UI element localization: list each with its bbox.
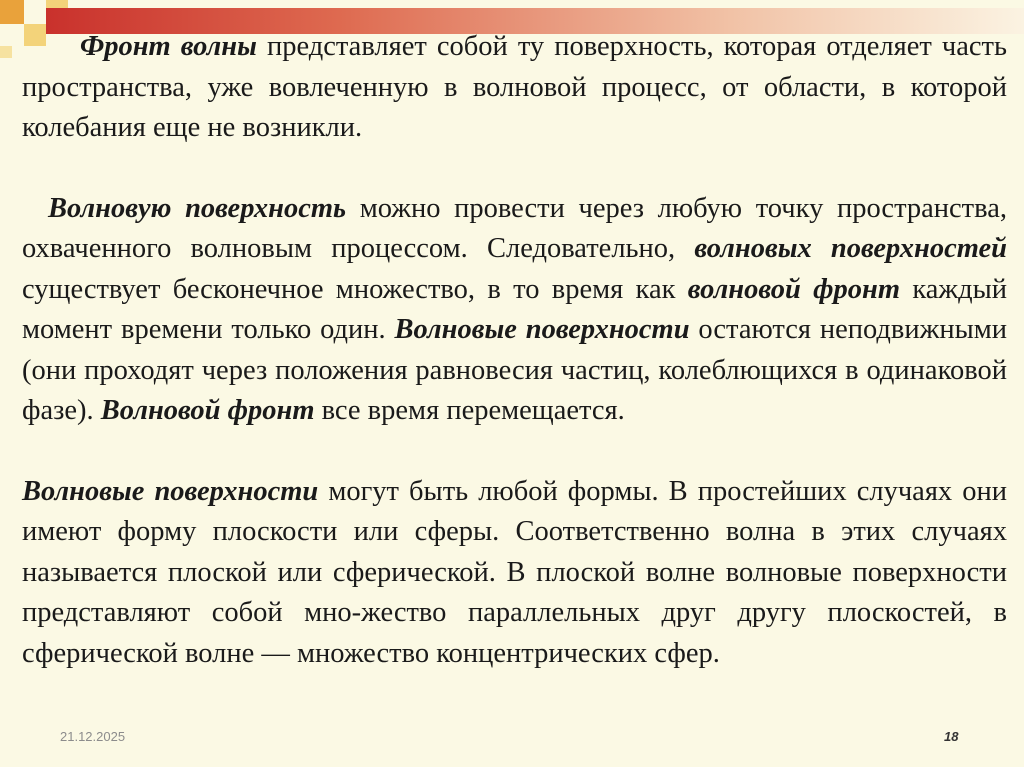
text-segment: существует бесконечное множество, в то время как	[22, 273, 688, 305]
term-emphasis: Волновые поверхности	[22, 475, 319, 507]
deco-square-light	[46, 0, 68, 8]
paragraph	[22, 189, 1007, 432]
text-segment: представляет собой ту поверхность, которая отделяет часть пространства, уже вовлеченную в волновой процесс, от области, в которой колебания еще не возникли.	[22, 31, 1007, 143]
term-emphasis: Фронт волны	[80, 31, 257, 62]
footer-date: 21.12.2025	[60, 729, 126, 744]
term-emphasis: Волновую поверхность	[48, 192, 347, 224]
paragraph	[22, 27, 1007, 149]
term-emphasis: волновой фронт	[687, 273, 901, 305]
term-emphasis: волновых поверхностей	[694, 233, 1008, 264]
slide-body-text	[22, 27, 1007, 674]
term-emphasis: Волновой фронт	[100, 395, 315, 426]
deco-square-small	[0, 46, 12, 58]
text-segment: могут быть любой формы. В простейших случаях они имеют форму плоскости или сферы. Соответственно волна в этих случаях называется плоской или сферической. В плоской волне волновые поверхности представляют собой мно-жество параллельных друг другу плоскостей, в сферической волне — множество концентрических сфер.	[22, 475, 1007, 669]
text-segment: можно провести через любую точку пространства, охваченного волновым процессом. Следовательно,	[22, 192, 1007, 264]
paragraph	[22, 472, 1007, 675]
term-emphasis: Волновые поверхности	[394, 314, 690, 345]
text-segment: все время перемещается.	[314, 395, 625, 426]
text-segment: каждый момент времени только один.	[22, 273, 1007, 345]
slide-number: 18	[944, 729, 959, 744]
deco-square-orange	[0, 0, 24, 24]
text-segment: остаются неподвижными (они проходят через положения равновесия частиц, колеблющихся в одинаковой фазе).	[22, 314, 1008, 426]
